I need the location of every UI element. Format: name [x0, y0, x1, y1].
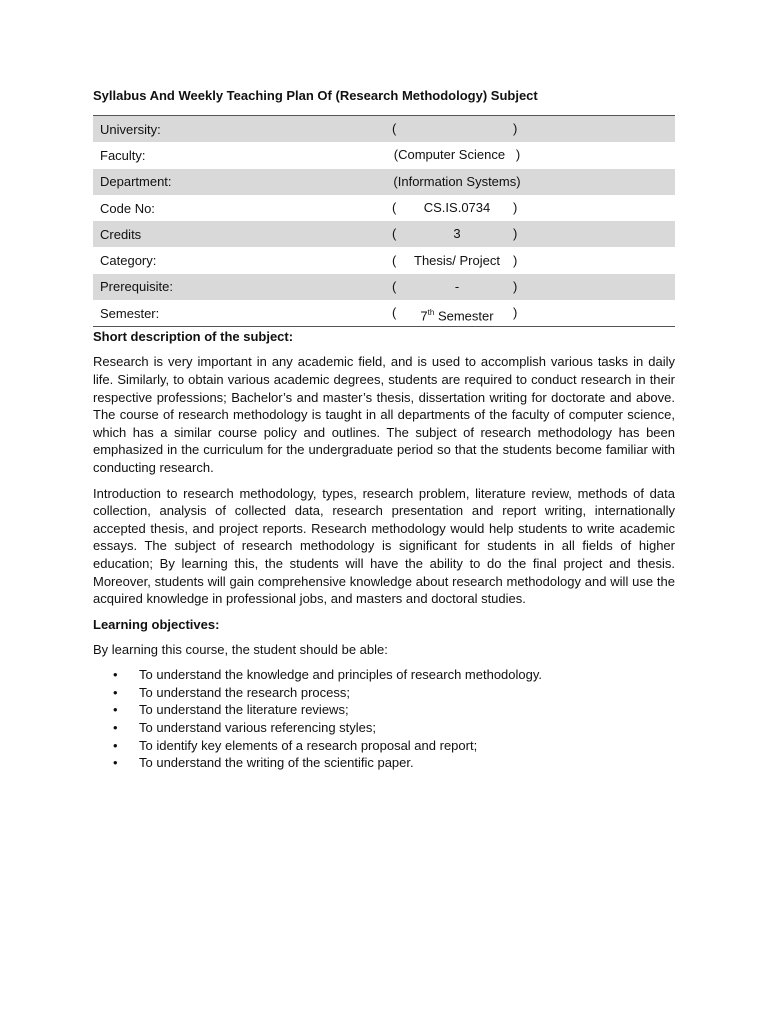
close-paren: ) [513, 226, 518, 242]
table-row-code-no [93, 195, 675, 221]
bullet-icon: • [113, 737, 118, 753]
table-row-university [93, 116, 675, 143]
list-item [93, 701, 675, 719]
table-row-category [93, 247, 675, 273]
row-value [392, 304, 522, 325]
open-paren: ( [392, 278, 397, 294]
row-value: - [454, 278, 460, 294]
bullet-icon: • [113, 755, 118, 771]
bullet-icon: • [113, 720, 118, 736]
row-label: Code No: [100, 200, 155, 216]
table-row-department [93, 169, 675, 195]
row-value-cell [392, 274, 675, 300]
table-row-credits [93, 221, 675, 247]
row-value-cell [392, 116, 675, 143]
row-value-cell [392, 195, 675, 221]
list-item-text: To understand the writing of the scientific paper. [139, 755, 414, 771]
list-item-text: To understand various referencing styles; [139, 720, 377, 736]
close-paren: ) [513, 278, 518, 294]
semester-word: Semester [434, 308, 494, 324]
row-value-cell [392, 142, 675, 168]
table-row-prerequisite [93, 274, 675, 300]
row-value: 3 [453, 226, 461, 242]
course-info-table [93, 115, 675, 327]
open-paren: ( [392, 121, 397, 137]
list-item [93, 684, 675, 702]
close-paren: ) [513, 252, 518, 268]
description-paragraph-2: Introduction to research methodology, types, research problem, literature review, methods of data collection, analysis of collected data, research presentation and report writing, internationally accepted thesis, and project reports. Research methodology would help students to write academic essays. The subject of research methodology is significant for students in all fields of higher education; By learning this, the students will have the ability to do the final project and thesis. Moreover, students will gain comprehensive knowledge about research methodology and will use the acquired knowledge in professional jobs, and masters and doctoral studies. [93, 485, 675, 607]
list-item-text: To understand the research process; [139, 684, 351, 700]
close-paren: ) [513, 305, 518, 321]
row-label: Faculty: [100, 147, 146, 163]
row-value: Thesis/ Project [414, 252, 500, 268]
row-label: Semester: [100, 305, 160, 321]
open-paren: ( [392, 200, 397, 216]
bullet-icon: • [113, 702, 118, 718]
list-item [93, 719, 675, 737]
list-item-text: To understand the literature reviews; [139, 702, 349, 718]
row-value: CS.IS.0734 [423, 200, 491, 216]
semester-ordinal-suffix: th [427, 308, 435, 318]
open-paren: ( [392, 252, 397, 268]
open-paren: ( [392, 226, 397, 242]
row-value: (Computer Science ) [393, 147, 521, 163]
list-item-text: To identify key elements of a research proposal and report; [139, 737, 478, 753]
row-label: Category: [100, 253, 157, 269]
list-item [93, 737, 675, 755]
learning-objectives-intro: By learning this course, the student should be able: [93, 641, 388, 657]
table-row-semester [93, 300, 675, 327]
learning-objectives-list [93, 666, 675, 772]
row-value-cell [392, 221, 675, 247]
row-value-cell [392, 300, 675, 327]
description-paragraph-1: Research is very important in any academic field, and is used to accomplish various tasks in daily life. Similarly, to obtain various academic degrees, students are required to conduct research in their respective professions; Bachelor’s and master’s thesis, dissertation writing for doctorate and above. The course of research methodology is taught in all departments of the faculty of computer science, which has a similar course policy and outlines. The subject of research methodology has been emphasized in the curriculum for the undergraduate period so that the students become familiar with conducting research. [93, 354, 675, 475]
list-item [93, 754, 675, 772]
document-content [93, 87, 675, 772]
row-label: University: [93, 116, 392, 143]
bullet-icon: • [113, 684, 118, 700]
row-value-cell [392, 169, 675, 195]
list-item [93, 666, 675, 684]
document-title: Syllabus And Weekly Teaching Plan Of (Research Methodology) Subject [93, 88, 538, 103]
learning-objectives-heading: Learning objectives: [93, 616, 220, 632]
row-label: Department: [93, 169, 392, 195]
close-paren: ) [513, 121, 518, 137]
short-description-heading: Short description of the subject: [93, 329, 294, 345]
bullet-icon: • [113, 667, 118, 683]
semester-number: 7 [420, 308, 428, 324]
row-label: Prerequisite: [93, 274, 392, 300]
row-label: Credits [93, 221, 392, 247]
open-paren: ( [392, 305, 397, 321]
close-paren: ) [513, 200, 518, 216]
list-item-text: To understand the knowledge and principles of research methodology. [139, 667, 543, 683]
row-value-cell [392, 247, 675, 273]
table-row-faculty [93, 142, 675, 168]
row-value: (Information Systems) [393, 173, 521, 189]
